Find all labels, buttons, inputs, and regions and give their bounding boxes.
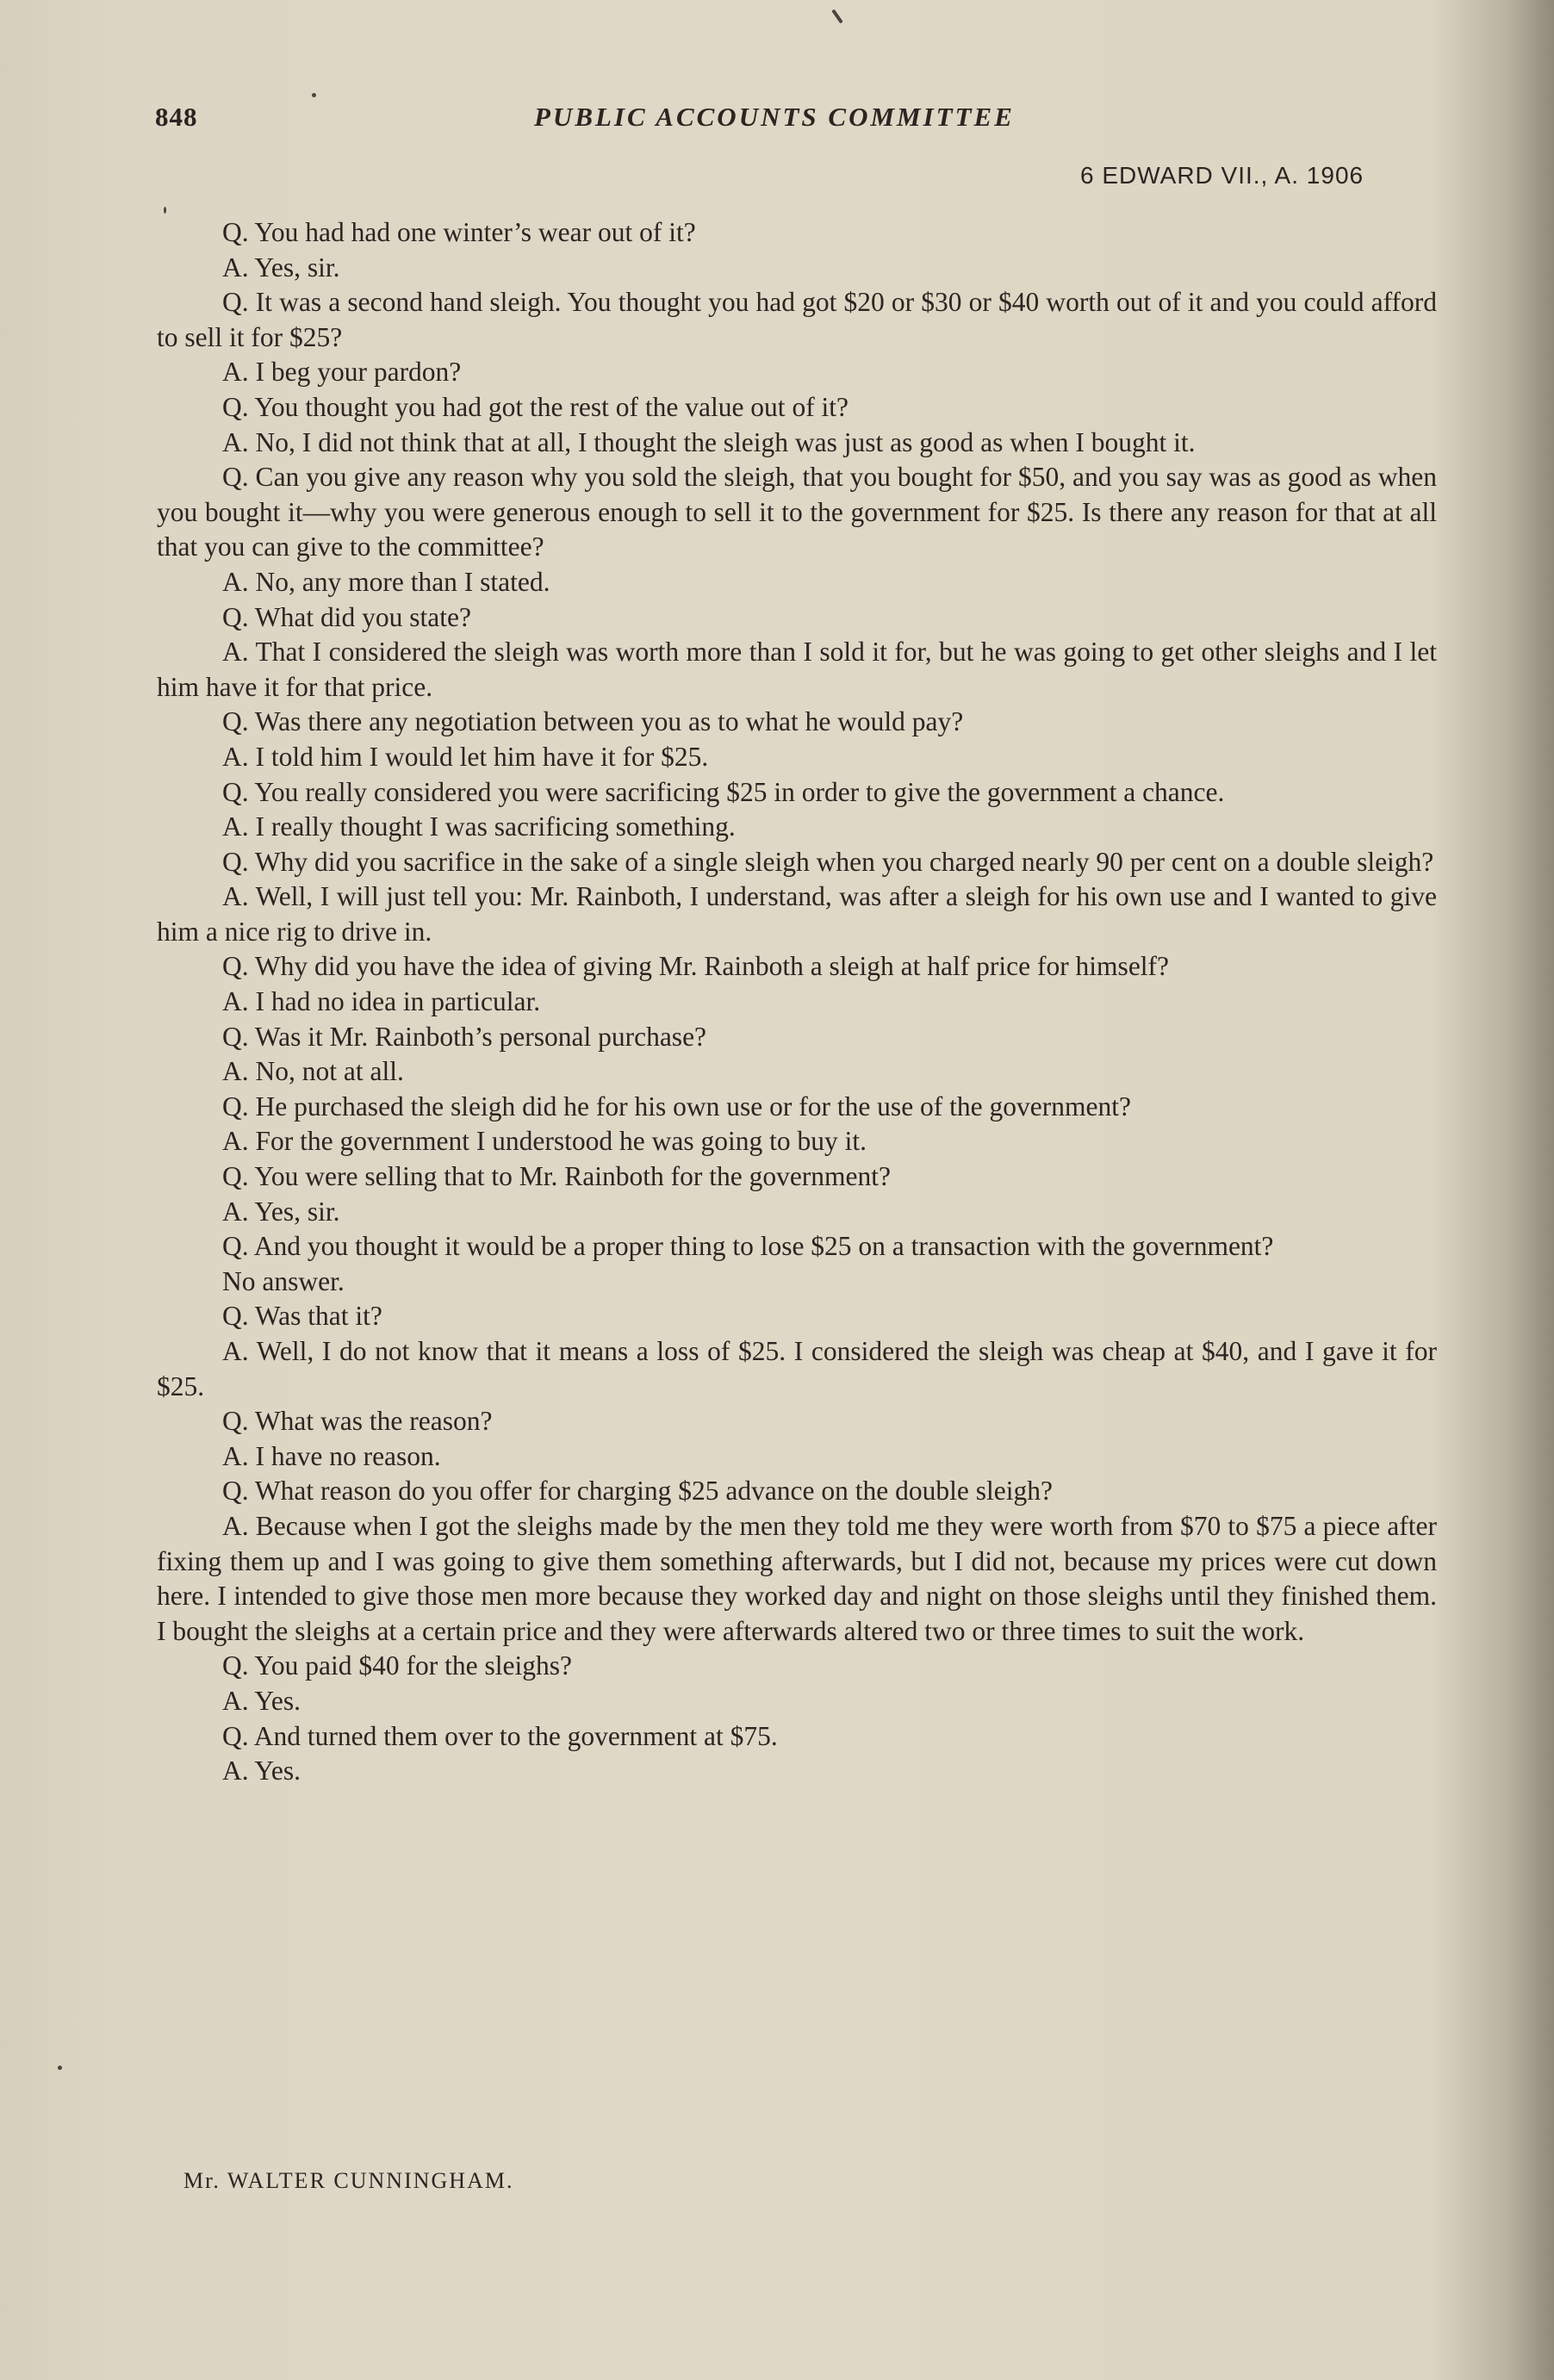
ink-speck [58,2066,62,2070]
testimony-line: Q. Was there any negotiation between you as to what he would pay? [222,706,964,737]
testimony-line: A. I beg your pardon? [222,357,462,388]
running-title: PUBLIC ACCOUNTS COMMITTEE [534,102,1015,132]
testimony-line: A. No, I did not think that at all, I thought the sleigh was just as good as when I bought it. [222,426,1196,457]
testimony-line: Q. He purchased the sleigh did he for his own use or for the use of the government? [222,1091,1131,1122]
testimony-line: Q. Can you give any reason why you sold the sleigh, that you bought for $50, and you say was as good as when you bought it—why you were generous enough to sell it to the government for $25. Is there any reason for that at all that you can give to the committee? [157,462,1437,562]
testimony-line: Q. You had had one winter’s wear out of it? [222,217,696,247]
testimony-line: A. Yes, sir. [222,252,340,283]
testimony-line: No answer. [222,1265,345,1296]
testimony-line: A. Because when I got the sleighs made by the men they told me they were worth from $70 to $75 a piece after fixing them up and I was going to give them something afterwards, but I did not, because my prices were cut down here. I intended to give those men more because they worked day and night on those sleighs until they finished them. I bought the sleighs at a certain price and they were afterwards altered two or three times to suit the work. [157,1510,1437,1646]
testimony-line: A. No, not at all. [222,1056,404,1087]
testimony-line: Q. What was the reason? [222,1406,493,1437]
testimony-line: A. That I considered the sleigh was worth more than I sold it for, but he was going to get other sleighs and I let him have it for that price. [157,637,1437,702]
witness-heading: Mr. WALTER CUNNINGHAM. [183,2168,514,2193]
testimony-line: Q. It was a second hand sleigh. You thought you had got $20 or $30 or $40 worth out of it and you could afford to sell it for $25? [157,287,1437,352]
testimony-line: A. I have no reason. [222,1440,441,1471]
testimony-line: A. I had no idea in particular. [222,986,541,1017]
testimony-line: Q. Was that it? [222,1301,382,1332]
ink-speck [164,207,166,214]
session-reference: 6 EDWARD VII., A. 1906 [1080,162,1364,189]
testimony-line: A. Well, I will just tell you: Mr. Rainboth, I understand, was after a sleigh for his own use and I wanted to give him a nice rig to drive in. [157,881,1437,947]
testimony-line: A. Yes, sir. [222,1196,340,1227]
testimony-line: Q. What reason do you offer for charging $25 advance on the double sleigh? [222,1476,1053,1507]
testimony-line: A. Yes. [222,1685,301,1716]
testimony-line: A. Well, I do not know that it means a loss of $25. I considered the sleigh was cheap at $40, and I gave it for $25. [157,1336,1437,1401]
testimony-text [157,215,1437,1789]
testimony-line: Q. You really considered you were sacrificing $25 in order to give the government a chance. [222,776,1225,807]
testimony-line: A. For the government I understood he was going to buy it. [222,1126,867,1157]
testimony-line: Q. Why did you have the idea of giving Mr. Rainboth a sleigh at half price for himself? [222,951,1170,982]
ink-speck [312,93,316,97]
testimony-line: A. Yes. [222,1755,301,1787]
testimony-line: Q. You paid $40 for the sleighs? [222,1650,572,1681]
testimony-line: Q. Why did you sacrifice in the sake of a single sleigh when you charged nearly 90 per cent on a double sleigh? [222,846,1434,877]
testimony-line: Q. And turned them over to the government at $75. [222,1720,778,1751]
testimony-line: Q. And you thought it would be a proper thing to lose $25 on a transaction with the government? [222,1231,1274,1262]
testimony-line: Q. What did you state? [222,601,471,632]
testimony-line: Q. Was it Mr. Rainboth’s personal purchase? [222,1021,707,1052]
testimony-line: Q. You thought you had got the rest of the value out of it? [222,391,849,422]
ink-speck [831,9,843,23]
testimony-line: Q. You were selling that to Mr. Rainboth for the government? [222,1161,892,1192]
testimony-line: A. No, any more than I stated. [222,566,550,597]
testimony-line: A. I really thought I was sacrificing something. [222,811,736,842]
testimony-line: A. I told him I would let him have it for $25. [222,741,709,772]
page-header [155,102,1433,153]
page-number: 848 [155,102,198,132]
